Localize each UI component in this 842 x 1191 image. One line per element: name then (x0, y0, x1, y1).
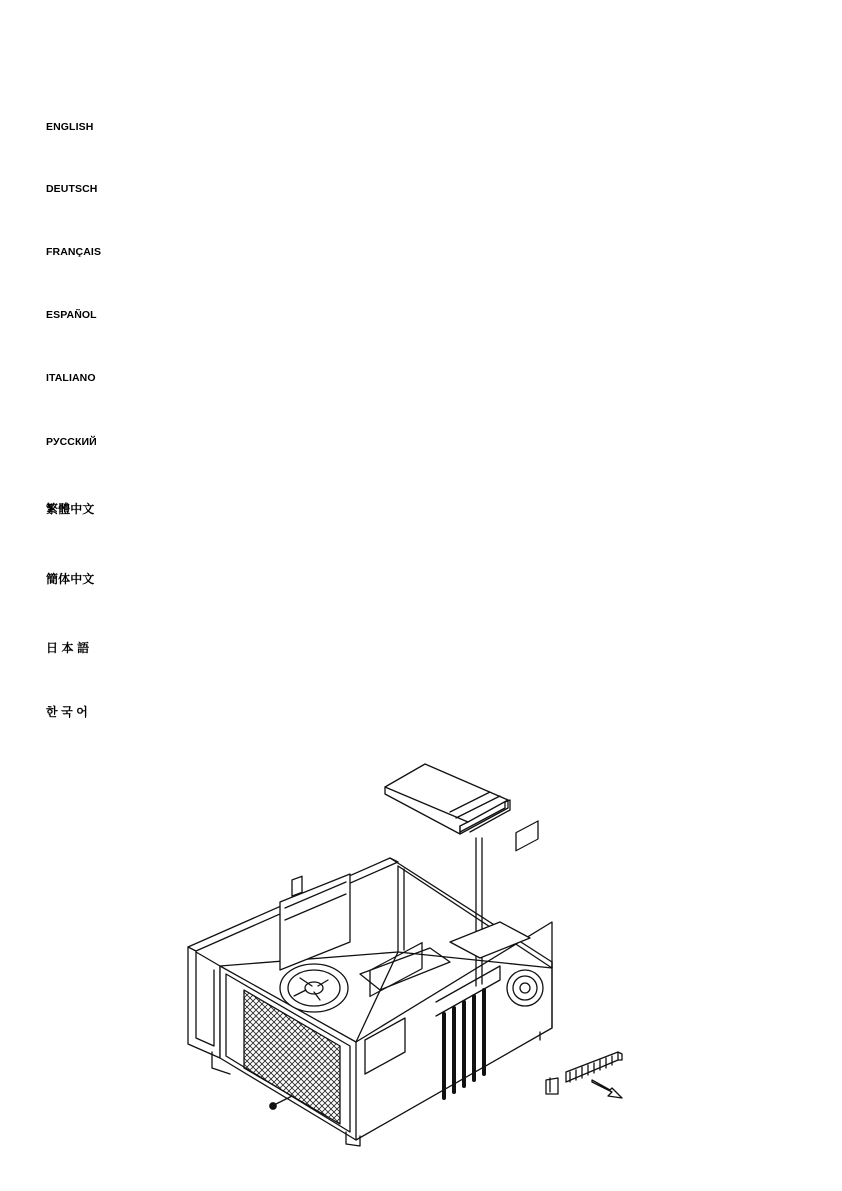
language-label-traditional-chinese: 繁體中文 (46, 502, 95, 516)
insertion-guide-line (476, 838, 482, 986)
language-label-francais: FRANÇAIS (46, 246, 102, 258)
language-label-italiano: ITALIANO (46, 372, 96, 384)
language-label-deutsch: DEUTSCH (46, 183, 98, 195)
case-fan (280, 964, 348, 1012)
slot-cover-bracket (546, 1052, 622, 1094)
language-label-russian: РУССКИЙ (46, 436, 97, 448)
language-label-simplified-chinese: 簡体中文 (46, 572, 95, 586)
removal-arrow-icon (592, 1080, 622, 1098)
thumbscrew (270, 1096, 292, 1109)
language-label-korean: 한 국 어 (46, 705, 88, 719)
language-label-espanol: ESPAÑOL (46, 309, 97, 321)
computer-case (160, 752, 552, 1146)
psu-rear (507, 821, 543, 1006)
expansion-slots (436, 966, 500, 1098)
language-label-japanese: 日 本 語 (46, 641, 90, 655)
language-label-english: ENGLISH (46, 121, 94, 133)
expansion-card (385, 764, 510, 834)
case-installation-diagram (160, 752, 640, 1147)
